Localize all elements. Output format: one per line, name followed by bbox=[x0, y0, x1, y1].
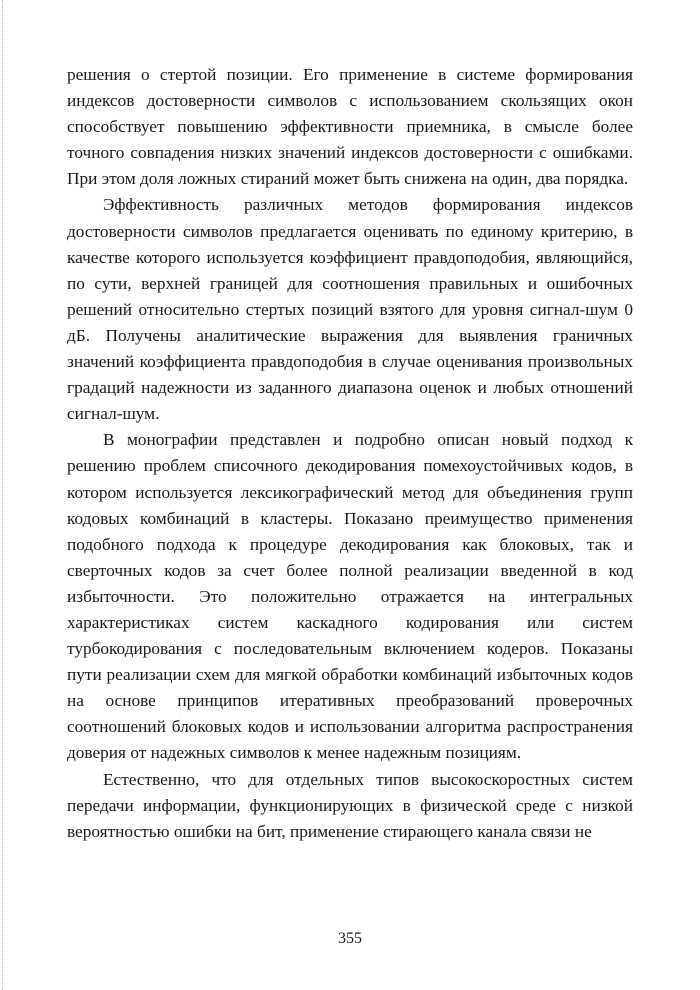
paragraph-naturally: Естественно, что для отдельных типов высокоскоростных систем передачи информации, функционирующих в физической среде с низкой вероятностью ошибки на бит, применение стирающего канала связи не bbox=[67, 769, 633, 841]
scan-edge-divider bbox=[2, 0, 3, 990]
paragraph-continuation: решения о стертой позиции. Его применение в системе формирования индексов достоверности символов с использованием скользящих окон способствует повышению эффективности приемника, в смысле более точного совпадения низких значений индексов достоверности с ошибками. При этом доля ложных стираний может быть снижена на один, два порядка. bbox=[67, 65, 633, 189]
body-text bbox=[67, 62, 633, 845]
page-number: 355 bbox=[338, 930, 362, 947]
paragraph-efficiency: Эффективность различных методов формирования индексов достоверности символов предлагается оценивать по единому критерию, в качестве которого используется коэффициент правдоподобия, являющийся, по сути, верхней границей для соотношения правильных и ошибочных решений относительно стертых позиций взятого для уровня сигнал-шум 0 дБ. Получены аналитические выражения для выявления граничных значений коэффициента правдоподобия в случае оценивания произвольных градаций надежности из заданного диапазона оценок и любых отношений сигнал-шум. bbox=[67, 195, 633, 424]
paragraph-monograph: В монографии представлен и подробно описан новый подход к решению проблем списочного декодирования помехоустойчивых кодов, в котором используется лексикографический метод для объединения групп кодовых комбинаций в кластеры. Показано преимущество применения подобного подхода к процедуре декодирования как блоковых, так и сверточных кодов за счет более полной реализации введенной в код избыточности. Это положительно отражается на интегральных характеристиках систем каскадного кодирования или систем турбокодирования с последовательным включением кодеров. Показаны пути реализации схем для мягкой обработки комбинаций избыточных кодов на основе принципов итеративных преобразований проверочных соотношений блоковых кодов и использовании алгоритма распространения доверия от надежных символов к менее надежным позициям. bbox=[67, 430, 633, 763]
